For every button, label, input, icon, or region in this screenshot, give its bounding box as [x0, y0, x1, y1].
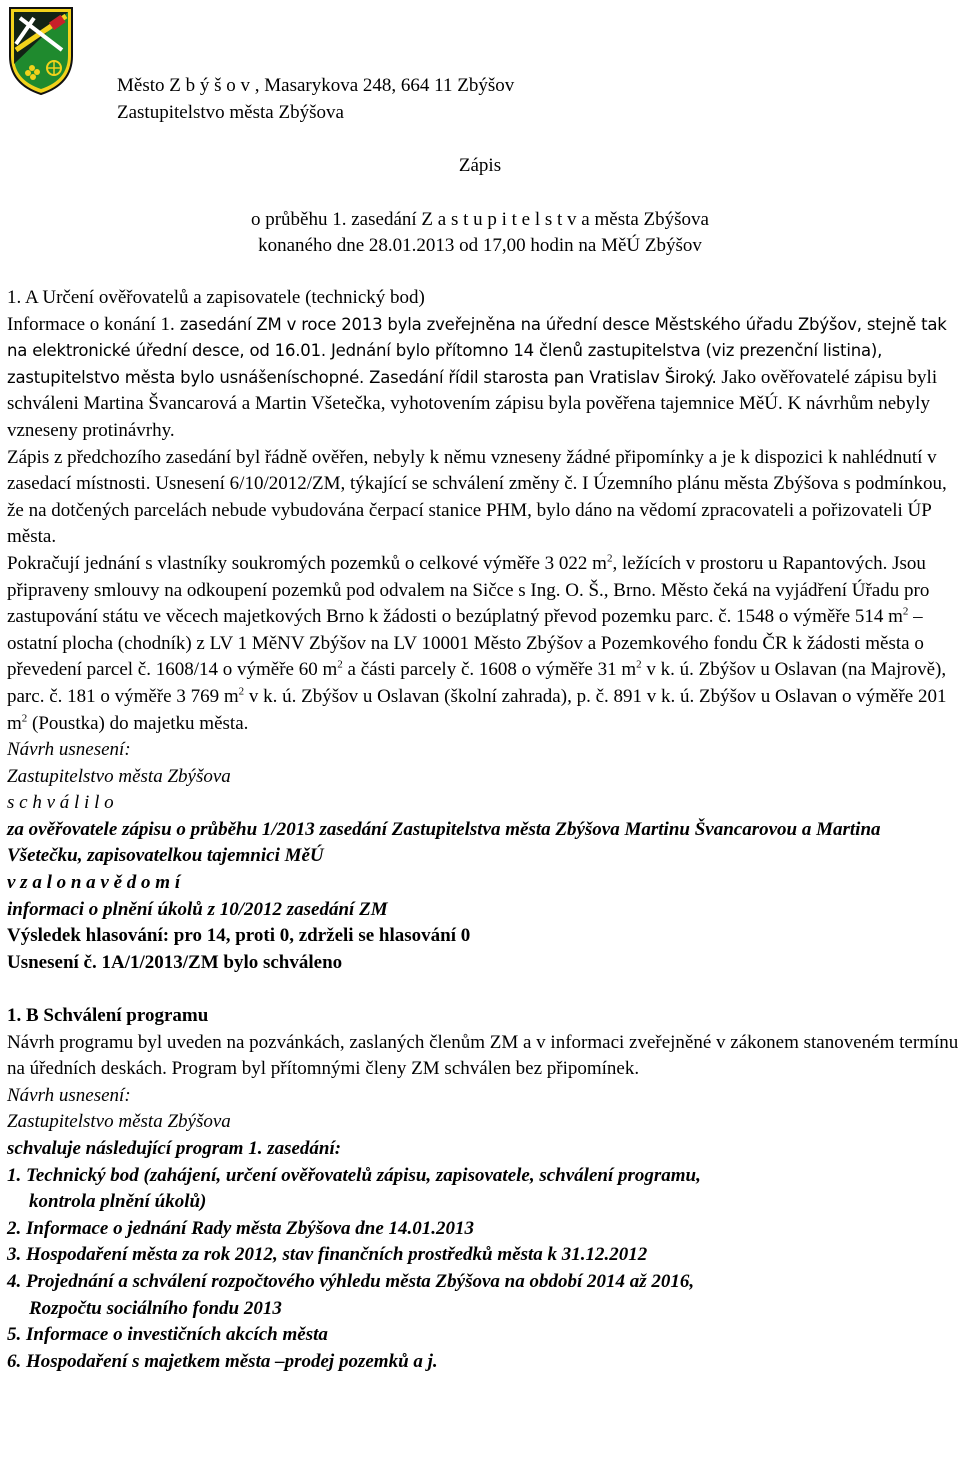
council-name: Zastupitelstvo města Zbýšova — [7, 1111, 231, 1133]
superscript: 2 — [337, 658, 343, 671]
letterhead — [117, 72, 514, 126]
noted-text: informaci o plnění úkolů z 10/2012 zasedání ZM — [7, 898, 388, 920]
section-1a-heading: 1. A Určení ověřovatelů a zapisovatele (technický bod) — [7, 287, 425, 308]
program-item: 1. Technický bod (zahájení, určení ověřovatelů zápisu, zapisovatele, schválení programu, — [7, 1164, 701, 1186]
superscript: 2 — [238, 685, 245, 698]
paragraph-text: Informace o konání 1. — [7, 313, 175, 335]
approved-text: za ověřovatele zápisu o průběhu 1/2013 zasedání Zastupitelstva města Zbýšova Martinu Švancarovou a Martina Všetečku, zapisovatelkou tajemnici MěÚ — [7, 818, 881, 867]
minutes-body — [7, 285, 960, 1375]
town-address-line: Město Z b ý š o v , Masarykova 248, 664 11 Zbýšov — [117, 75, 515, 96]
superscript: 2 — [902, 605, 909, 618]
section-1b-paragraph: Návrh programu byl uveden na pozvánkách, zaslaných členům ZM a v informaci zveřejněné v zákonem stanoveném termínu na úředních deskách. Program byl přítomnými členy ZM schválen bez připomínek. — [7, 1031, 959, 1080]
spacer — [7, 976, 960, 1003]
paragraph-text: zasedání ZM v roce 2013 byla zveřejněna na úřední desce Městského úřadu Zbýšov, stejně tak na elektronické úřední desce, od 16.01. Jednání bylo přítomno 14 členů zastupitelstva (viz prezenční listina), zastupitelstvo města bylo usnášeníschopné. Zasedání řídil starosta pan Vratislav Široký. — [7, 314, 947, 387]
council-line: Zastupitelstvo města Zbýšova — [117, 102, 344, 123]
program-item: 5. Informace o investičních akcích města — [7, 1324, 328, 1346]
superscript: 2 — [606, 552, 613, 565]
approves-program-text: schvaluje následující program 1. zasedání: — [7, 1138, 342, 1159]
program-item: 2. Informace o jednání Rady města Zbýšova dne 14.01.2013 — [7, 1217, 475, 1239]
paragraph-text: Pokračují jednání s vlastníky soukromých pozemků o celkové výměře 3 022 m — [7, 552, 607, 574]
paragraph-text: Jako ověřovatelé zápisu byli schváleni Martina Švancarová a Martin Všetečka, vyhotovením zápisu byla pověřena tajemnice MěÚ. K návrhům nebyly vzneseny protinávrhy. — [7, 366, 938, 441]
program-item: kontrola plnění úkolů) — [29, 1191, 207, 1213]
vote-result: Výsledek hlasování: pro 14, proti 0, zdrželi se hlasování 0 — [7, 925, 471, 947]
proposal-label: Návrh usnesení: — [7, 1084, 131, 1106]
paragraph-text: , ležících v prostoru u Rapantových. Jsou připraveny smlouvy na odkoupení pozemků pod odvalem na Sičce s Ing. O. Š., Brno. Město čeká na vyjádření Úřadu pro zastupování státu ve věcech majetkových Brno k žádosti o bezúplatný převod pozemku parc. č. 1548 o výměře 514 m — [7, 552, 930, 628]
program-item: 4. Projednání a schválení rozpočtového výhledu města Zbýšova na období 2014 až 2016, — [7, 1270, 695, 1292]
paragraph-text: v k. ú. Zbýšov u Oslavan (na Majrově), parc. č. 181 o výměře 3 769 m — [7, 659, 947, 707]
section-1a-paragraph-2: Zápis z předchozího zasedání byl řádně ověřen, nebyly k němu vzneseny žádné připomínky a je k dispozici k nahlédnutí v zasedací místnosti. Usnesení 6/10/2012/ZM, týkající se schválení změny č. I Územního plánu města Zbýšova s podmínkou, že na dotčených parcelách nebude vybudována čerpací stanice PHM, bylo dáno na vědomí zpracovateli a pořizovateli ÚP města. — [7, 446, 947, 548]
proposal-label: Návrh usnesení: — [7, 739, 131, 761]
superscript: 2 — [636, 658, 642, 671]
program-item: Rozpočtu sociálního fondu 2013 — [29, 1297, 282, 1319]
subtitle-line-2: konaného dne 28.01.2013 od 17,00 hodin na MěÚ Zbýšov — [258, 235, 702, 256]
council-name: Zastupitelstvo města Zbýšova — [7, 765, 231, 787]
program-item: 3. Hospodaření města za rok 2012, stav finančních prostředků města k 31.12.2012 — [7, 1244, 648, 1266]
section-1b-heading: 1. B Schválení programu — [7, 1005, 209, 1027]
paragraph-text: v k. ú. Zbýšov u Oslavan (školní zahrada), p. č. 891 v k. ú. Zbýšov u Oslavan o výměře 201 m — [7, 685, 947, 734]
section-1a-paragraph-3 — [7, 551, 960, 737]
paragraph-text: – ostatní plocha (chodník) z LV 1 MěNV Zbýšov na LV 10001 Město Zbýšov a Pozemkového fondu ČR k žádosti města o převedení parcel č. 1608/14 o výměře 60 m — [7, 606, 924, 681]
document-subtitle — [0, 207, 960, 259]
subtitle-line-1: o průběhu 1. zasedání Z a s t u p i t e l s t v a města Zbýšova — [250, 209, 709, 230]
noted-heading: v z a l o n a v ě d o m í — [7, 872, 181, 894]
document-heading: Zápis — [458, 155, 502, 176]
paragraph-text: (Poustka) do majetku města. — [27, 712, 249, 734]
superscript: 2 — [21, 712, 28, 725]
paragraph-text: a části parcely č. 1608 o výměře 31 m — [342, 659, 637, 681]
town-coat-of-arms-icon — [6, 4, 76, 96]
resolution-result: Usnesení č. 1A/1/2013/ZM bylo schváleno — [7, 951, 343, 973]
section-1a-paragraph-1 — [7, 312, 960, 445]
approved-heading: s c h v á l i l o — [7, 792, 114, 814]
program-item: 6. Hospodaření s majetkem města –prodej pozemků a j. — [7, 1350, 438, 1372]
